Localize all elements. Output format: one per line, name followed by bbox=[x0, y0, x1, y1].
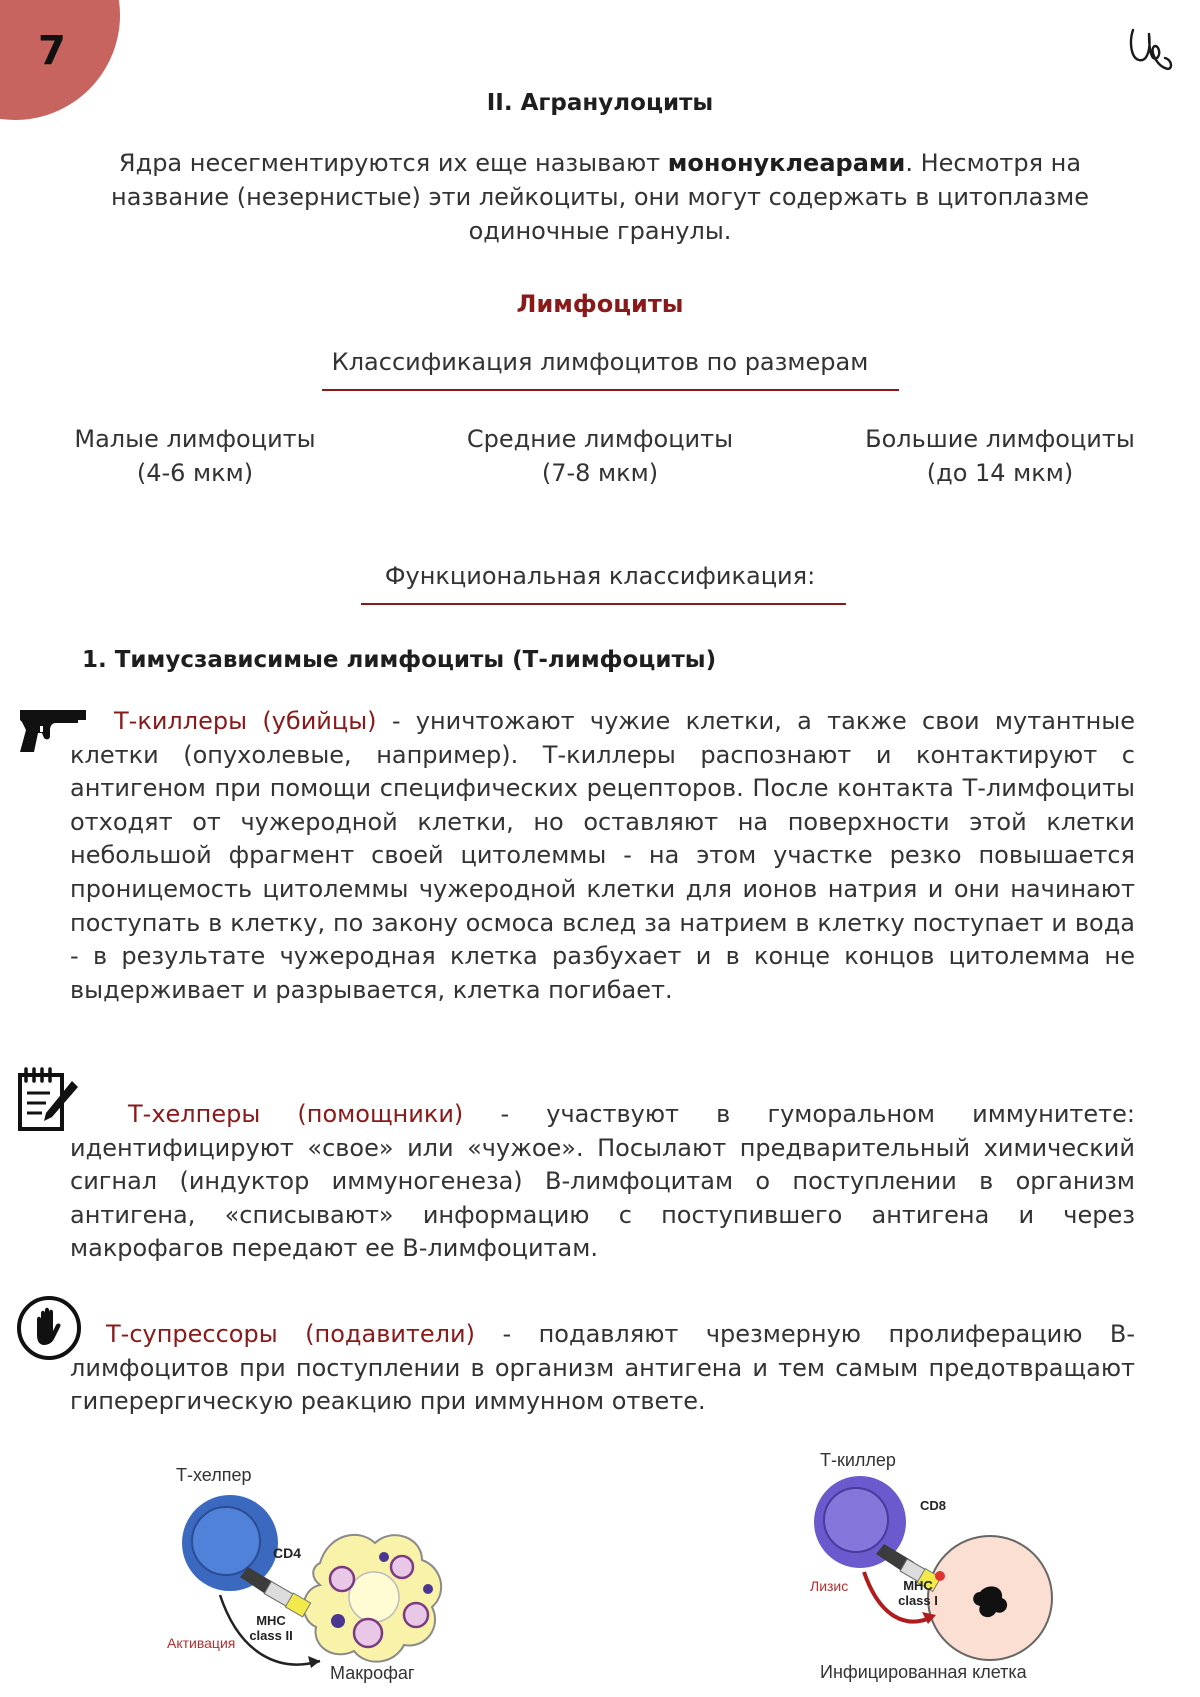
mhc-class-ii-label: MHC class II bbox=[249, 1613, 293, 1643]
cd8-label: CD8 bbox=[920, 1498, 947, 1513]
functional-classification-underline bbox=[361, 603, 846, 605]
t-lymphocytes-heading: 1. Тимусзависимые лимфоциты (Т-лимфоциты) bbox=[82, 647, 717, 673]
suppressors-paragraph bbox=[70, 1318, 1135, 1419]
t-killer-figure bbox=[790, 1450, 1090, 1690]
helpers-text: - участвуют в гуморальном иммунитете: идентифицируют «свое» или «чужое». Посылают предварительный химический сигнал (индуктор иммуногенеза) В-лимфоцитам о поступлении в организм антигена, «списывают» информацию с поступившего антигена и через макрофагов передают ее В-лимфоцитам. bbox=[70, 1100, 1135, 1263]
page-number: 7 bbox=[38, 28, 66, 74]
intro-line-1: Ядра несегментируются их еще называют мононуклеарами. Несмотря на bbox=[118, 149, 1082, 177]
size-item-value: (7-8 мкм) bbox=[541, 459, 659, 487]
lymphocytes-title: Лимфоциты bbox=[516, 290, 684, 318]
intro-paragraph bbox=[60, 146, 1140, 248]
t-helper-label: Т-хелпер bbox=[176, 1465, 252, 1485]
helpers-paragraph bbox=[70, 1098, 1135, 1266]
section-title: II. Агранулоциты bbox=[486, 90, 714, 116]
activation-label: Активация bbox=[167, 1635, 236, 1651]
intro-line-2: название (незернистые) эти лейкоциты, они могут содержать в цитоплазме bbox=[111, 183, 1089, 211]
size-item-value: (4-6 мкм) bbox=[136, 459, 254, 487]
size-classification-title: Классификация лимфоцитов по размерам bbox=[331, 348, 869, 376]
notepad-icon bbox=[16, 1067, 78, 1133]
size-item-large bbox=[840, 422, 1160, 490]
t-helper-figure bbox=[167, 1465, 470, 1690]
size-item-value: (до 14 мкм) bbox=[926, 459, 1074, 487]
size-item-name: Малые лимфоциты bbox=[74, 425, 316, 453]
cd4-label: CD4 bbox=[273, 1545, 302, 1561]
suppressors-text: - подавляют чрезмерную пролиферацию В-лимфоцитов при поступлении в организм антигена и тем самым предотвращают гиперергическую реакцию при иммунном ответе. bbox=[70, 1320, 1136, 1416]
t-helper-diagram bbox=[170, 1465, 470, 1690]
killers-term: Т-киллеры (убийцы) bbox=[114, 707, 377, 735]
intro-line-3: одиночные гранулы. bbox=[468, 217, 732, 245]
monogram-logo bbox=[1125, 24, 1175, 76]
t-killer-diagram bbox=[790, 1450, 1090, 1690]
lysis-label: Лизис bbox=[810, 1578, 849, 1594]
size-item-medium bbox=[445, 422, 755, 490]
helpers-term: Т-хелперы (помощники) bbox=[128, 1100, 464, 1128]
size-item-name: Большие лимфоциты bbox=[865, 425, 1135, 453]
infected-cell-label: Инфицированная клетка bbox=[820, 1662, 1027, 1682]
size-classification-underline bbox=[322, 389, 899, 391]
macrophage-label: Макрофаг bbox=[330, 1663, 415, 1683]
mhc-class-i-label: MHC class I bbox=[898, 1578, 938, 1608]
killers-text: - уничтожают чужие клетки, а также свои мутантные клетки (опухолевые, например). Т-киллеры распознают и контактируют с антигеном при помощи специфических рецепторов. После контакта Т-лимфоциты отходят от чужеродной клетки, но оставляют на поверхности этой клетки небольшой фрагмент своей цитолеммы - на этом участке резко повышается проницемость цитолеммы чужеродной клетки для ионов натрия и они начинают поступать в клетку, по закону осмоса вслед за натрием в клетку поступает и вода - в результате чужеродная клетка разбухает и в конце концов цитолемма не выдерживает и разрывается, клетка погибает. bbox=[70, 707, 1135, 1004]
killers-paragraph bbox=[70, 705, 1135, 1007]
size-item-name: Средние лимфоциты bbox=[466, 425, 734, 453]
size-item-small bbox=[40, 422, 350, 490]
intro-bold-term: мононуклеарами bbox=[667, 149, 906, 177]
suppressors-term: Т-супрессоры (подавители) bbox=[106, 1320, 475, 1348]
t-killer-label: Т-киллер bbox=[820, 1450, 896, 1470]
functional-classification-title: Функциональная классификация: bbox=[384, 562, 816, 590]
